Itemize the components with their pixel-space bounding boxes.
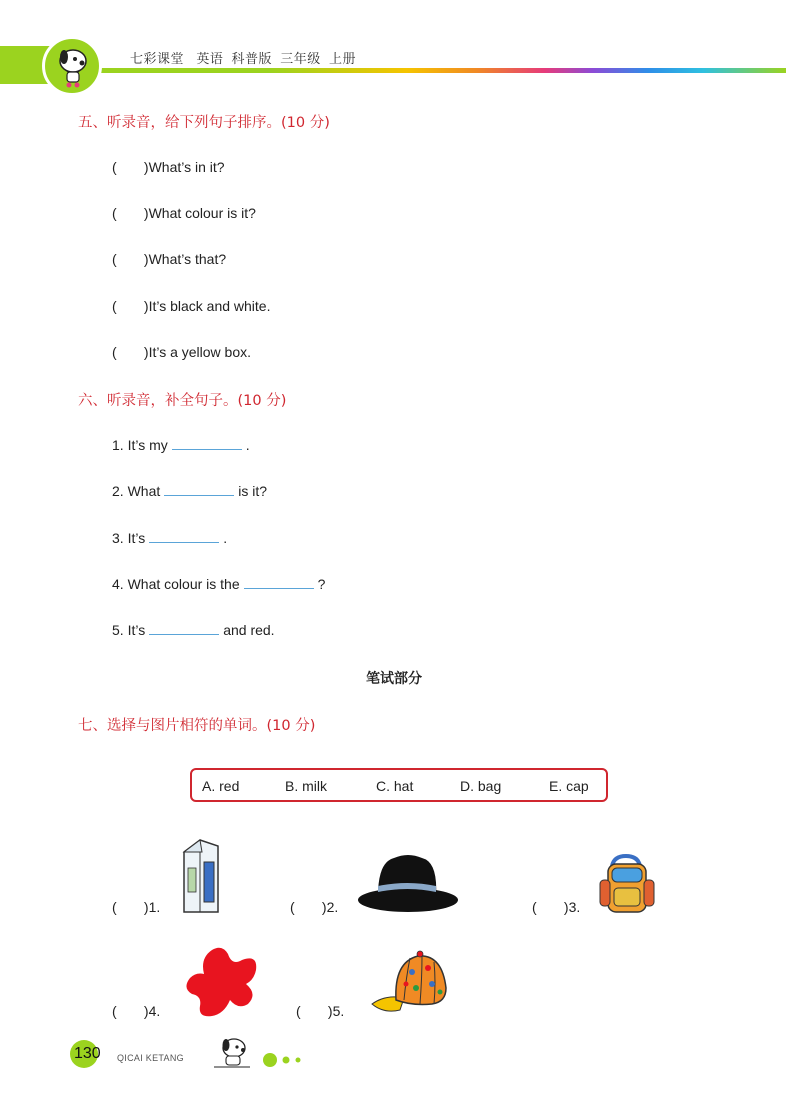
fill-blank[interactable]: [164, 483, 234, 496]
dog-mascot-footer-icon: [212, 1034, 252, 1070]
picture-item-5: ( )5.: [296, 1003, 345, 1019]
answer-paren[interactable]: ( ): [112, 344, 149, 360]
picture-item-1: ( )1.: [112, 899, 161, 915]
picture-item-4: ( )4.: [112, 1003, 161, 1019]
picture-item-3: ( )3.: [532, 899, 581, 915]
option-a: A. red: [202, 778, 240, 794]
answer-paren[interactable]: ( ): [112, 159, 149, 175]
black-hat-icon: [356, 852, 460, 914]
fill-blank[interactable]: [149, 622, 219, 635]
decorative-dots-icon: [260, 1050, 310, 1070]
red-paint-splash-icon: [182, 944, 262, 1020]
fill-in-item: 1. It’s my .: [112, 437, 250, 453]
milk-carton-icon: [180, 838, 222, 916]
header-mascot-badge: [42, 36, 102, 96]
answer-paren[interactable]: ( ): [112, 205, 149, 221]
page-number: 130: [74, 1045, 101, 1062]
answer-paren[interactable]: ( ): [290, 899, 327, 915]
section7-title: 七、选择与图片相符的单词。(10 分): [78, 718, 316, 734]
word-options-box: [190, 768, 608, 802]
section6-title: 六、听录音，补全句子。(10 分): [78, 393, 287, 409]
option-d: D. bag: [460, 778, 502, 794]
written-part-heading: 笔试部分: [366, 671, 422, 687]
list-item: ( )What’s that?: [112, 251, 227, 267]
list-item: ( )It’s a yellow box.: [112, 344, 252, 360]
fill-in-item: 3. It’s .: [112, 530, 228, 546]
section5-title: 五、听录音，给下列句子排序。(10 分): [78, 115, 330, 131]
list-item: ( )What colour is it?: [112, 205, 256, 221]
list-item: ( )What’s in it?: [112, 159, 225, 175]
fill-blank[interactable]: [149, 530, 219, 543]
option-c: C. hat: [376, 778, 414, 794]
fill-blank[interactable]: [244, 576, 314, 589]
answer-paren[interactable]: ( ): [112, 251, 149, 267]
dog-mascot-icon: [45, 39, 99, 93]
picture-item-2: ( )2.: [290, 899, 339, 915]
option-e: E. cap: [549, 778, 589, 794]
colorful-cap-icon: [366, 948, 450, 1018]
fill-in-item: 4. What colour is the ?: [112, 576, 326, 592]
answer-paren[interactable]: ( ): [112, 1003, 149, 1019]
header-title: 七彩课堂 英语 科普版 三年级 上册: [130, 51, 357, 66]
fill-in-item: 5. It’s and red.: [112, 622, 275, 638]
option-b: B. milk: [285, 778, 327, 794]
answer-paren[interactable]: ( ): [296, 1003, 333, 1019]
answer-paren[interactable]: ( ): [532, 899, 569, 915]
fill-blank[interactable]: [172, 437, 242, 450]
backpack-icon: [598, 854, 658, 916]
answer-paren[interactable]: ( ): [112, 298, 149, 314]
fill-in-item: 2. What is it?: [112, 483, 268, 499]
list-item: ( )It’s black and white.: [112, 298, 271, 314]
header-rainbow-line: [96, 68, 786, 73]
footer-brand: QICAI KETANG: [117, 1053, 184, 1063]
answer-paren[interactable]: ( ): [112, 899, 149, 915]
